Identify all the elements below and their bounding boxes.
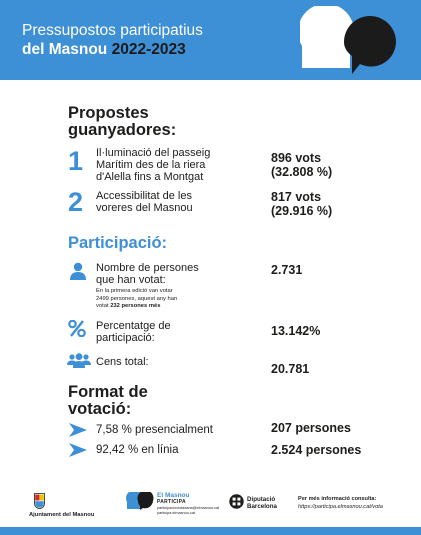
winner-1-title-line3: d'Alella fins a Montgat <box>96 171 204 183</box>
group-icon <box>67 353 91 368</box>
participation-percent-value: 13.142% <box>271 324 321 338</box>
winner-1-title-line1: Il·luminació del passeig <box>96 147 211 159</box>
person-icon <box>69 262 87 280</box>
speech-bubbles-logo <box>300 6 400 76</box>
ajuntament-label: Ajuntament del Masnou <box>29 512 95 518</box>
voters-note <box>96 288 216 311</box>
percent-icon <box>68 320 86 337</box>
participation-percent-label <box>96 320 171 344</box>
more-info-label: Per més informació consulta: <box>298 496 377 502</box>
participation-percent-label-line2: participació: <box>96 332 155 344</box>
header-title-place: del Masnou <box>22 41 112 58</box>
winner-2-title-line1: Accessibilitat de les <box>96 190 192 202</box>
voters-value: 2.731 <box>271 263 303 277</box>
header-title-line1: Pressupostos participatius <box>22 22 203 39</box>
voters-label-line2: que han votat: <box>96 274 166 286</box>
header-title-years: 2022-2023 <box>111 41 186 58</box>
voters-note-line3-prefix: votat <box>96 303 111 309</box>
in-person-value: 207 persones <box>271 421 351 435</box>
format-title-line2: votació: <box>68 400 132 418</box>
header-banner <box>0 0 421 80</box>
arrow-icon <box>68 442 88 458</box>
header-title-line2 <box>22 41 186 59</box>
in-person-label: 7,58 % presencialment <box>96 424 213 436</box>
voters-note-line2: 2499 persones, aquest any han <box>96 295 178 302</box>
winner-2-title-line2: voreres del Masnou <box>96 202 193 214</box>
participa-title: El Masnou <box>157 492 190 499</box>
voters-note-line3-bold: 232 persones més <box>110 303 161 309</box>
participation-title: Participació: <box>68 234 168 252</box>
winner-1-title <box>96 147 210 183</box>
footer-bar <box>0 527 421 535</box>
winner-1-percent: (32.808 %) <box>271 165 333 179</box>
format-title <box>68 384 148 418</box>
census-value: 20.781 <box>271 362 310 376</box>
winners-title-line1: Propostes <box>68 104 149 122</box>
winner-2-title <box>96 190 193 214</box>
speech-bubbles-logo <box>126 492 154 510</box>
participa-subtitle: PARTICIPA <box>157 499 186 505</box>
winner-rank-1: 1 <box>68 146 84 176</box>
ajuntament-shield-logo <box>34 493 45 509</box>
winner-rank-2: 2 <box>68 187 84 217</box>
winner-1-title-line2: Marítim des de la riera <box>96 159 206 171</box>
diputacio-line2: Barcelona <box>247 503 277 510</box>
format-title-line1: Format de <box>68 383 148 401</box>
voters-note-line3 <box>96 303 216 311</box>
diputacio-logo <box>229 494 244 509</box>
voters-label <box>96 262 199 286</box>
winner-2-votes: 817 vots <box>271 190 322 204</box>
online-label: 92,42 % en línia <box>96 444 179 456</box>
participa-web: participa.elmasnou.cat <box>157 511 195 515</box>
diputacio-line1: Diputació <box>247 496 276 503</box>
winner-2-percent: (29.916 %) <box>271 204 333 218</box>
census-label: Cens total: <box>96 356 149 368</box>
more-info-link[interactable]: https://participa.elmasnou.cat/vota <box>298 504 383 510</box>
voters-label-line1: Nombre de persones <box>96 262 199 274</box>
participation-percent-label-line1: Percentatge de <box>96 320 171 332</box>
winners-title <box>68 105 176 139</box>
winner-1-result <box>271 151 332 179</box>
voters-note-line1: En la primera edició van votar <box>96 288 173 294</box>
winner-1-votes: 896 vots <box>271 151 322 165</box>
arrow-icon <box>68 422 88 438</box>
winners-title-line2: guanyadores: <box>68 121 177 139</box>
participa-email: participaciociutadana@elmasnou.cat <box>157 506 220 510</box>
winner-2-result <box>271 190 332 218</box>
online-value: 2.524 persones <box>271 443 362 457</box>
